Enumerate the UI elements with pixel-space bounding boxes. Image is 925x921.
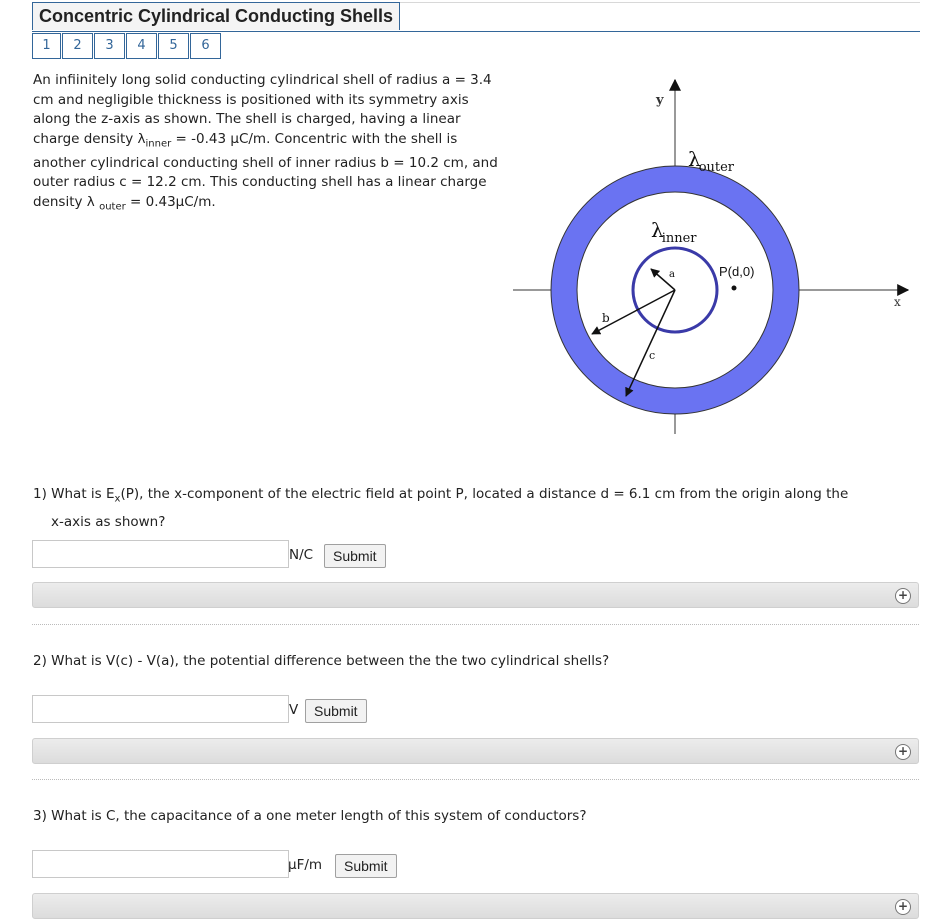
question-1 (33, 483, 848, 533)
intro-part-2: = -0.43 μC/m. Concentric with the shell is another cylindrical conducting shell of inner radius b = 10.2 cm, and outer radius c = 12.2 cm. This conducting shell has a linear charge density λ (33, 130, 498, 210)
page-title: Concentric Cylindrical Conducting Shells (32, 2, 400, 30)
q1-submit-button[interactable]: Submit (324, 544, 386, 568)
tab-4[interactable]: 4 (126, 33, 157, 59)
q2-unit: V (289, 702, 299, 718)
expand-plus-icon[interactable]: + (895, 588, 911, 604)
tab-2[interactable]: 2 (62, 33, 93, 59)
q1-unit: N/C (289, 547, 314, 563)
problem-statement (33, 71, 508, 217)
cylinder-diagram (510, 72, 920, 444)
q2-text: 2) What is V(c) - V(a), the potential difference between the the two cylindrical shells? (33, 653, 610, 669)
tab-3[interactable]: 3 (94, 33, 125, 59)
radius-b-label: b (602, 311, 610, 325)
q1-hint-bar[interactable] (32, 582, 919, 608)
q2-submit-button[interactable]: Submit (305, 699, 367, 723)
q2-hint-bar[interactable] (32, 738, 919, 764)
inner-subscript: inner (145, 138, 172, 150)
q1-answer-input[interactable] (32, 540, 289, 568)
lambda-outer-symbol: λ (688, 147, 701, 171)
q1-text-b: (P), the x-component of the electric field at point P, located a distance d = 6.1 cm from the origin along the (120, 486, 849, 502)
lambda-outer-label (688, 147, 735, 175)
q1-subscript: x (114, 493, 121, 505)
tab-5[interactable]: 5 (158, 33, 189, 59)
question-3 (33, 805, 587, 827)
intro-part-3: = 0.43μC/m. (125, 193, 216, 210)
question-tabs (32, 33, 222, 59)
outer-subscript: outer (99, 201, 126, 213)
q1-text-a: 1) What is E (33, 486, 115, 502)
q3-answer-input[interactable] (32, 850, 289, 878)
expand-plus-icon[interactable]: + (895, 899, 911, 915)
divider (32, 624, 919, 625)
lambda-inner-symbol: λ (651, 218, 664, 242)
q1-text-c: x-axis as shown? (51, 513, 166, 530)
question-1-line-1 (33, 483, 848, 511)
radius-c-arrow (626, 290, 675, 396)
lambda-inner-label (651, 218, 697, 246)
intro-part-1: An infiinitely long solid conducting cylindrical shell of radius a = 3.4 cm and negligible thickness is positioned with its symmetry axis along the z-axis as shown. The shell is charged, having a linear charge density λ (33, 72, 492, 147)
q3-text: 3) What is C, the capacitance of a one meter length of this system of conductors? (33, 808, 587, 824)
q3-hint-bar[interactable] (32, 893, 919, 919)
radius-c-label: c (649, 349, 656, 362)
question-2 (33, 650, 609, 672)
expand-plus-icon[interactable]: + (895, 744, 911, 760)
tab-6[interactable]: 6 (190, 33, 221, 59)
title-bar (32, 2, 920, 32)
radius-a-label: a (669, 269, 675, 280)
q3-unit: μF/m (288, 857, 323, 873)
q3-submit-button[interactable]: Submit (335, 854, 397, 878)
tab-1[interactable]: 1 (32, 33, 61, 59)
divider (32, 779, 919, 780)
y-axis-label: y (656, 93, 664, 108)
x-axis-label: x (894, 295, 901, 309)
lambda-outer-sub: outer (698, 160, 735, 175)
q2-answer-input[interactable] (32, 695, 289, 723)
point-p (732, 286, 737, 291)
lambda-inner-sub: inner (661, 231, 697, 246)
point-p-label: P(d,0) (719, 264, 755, 279)
